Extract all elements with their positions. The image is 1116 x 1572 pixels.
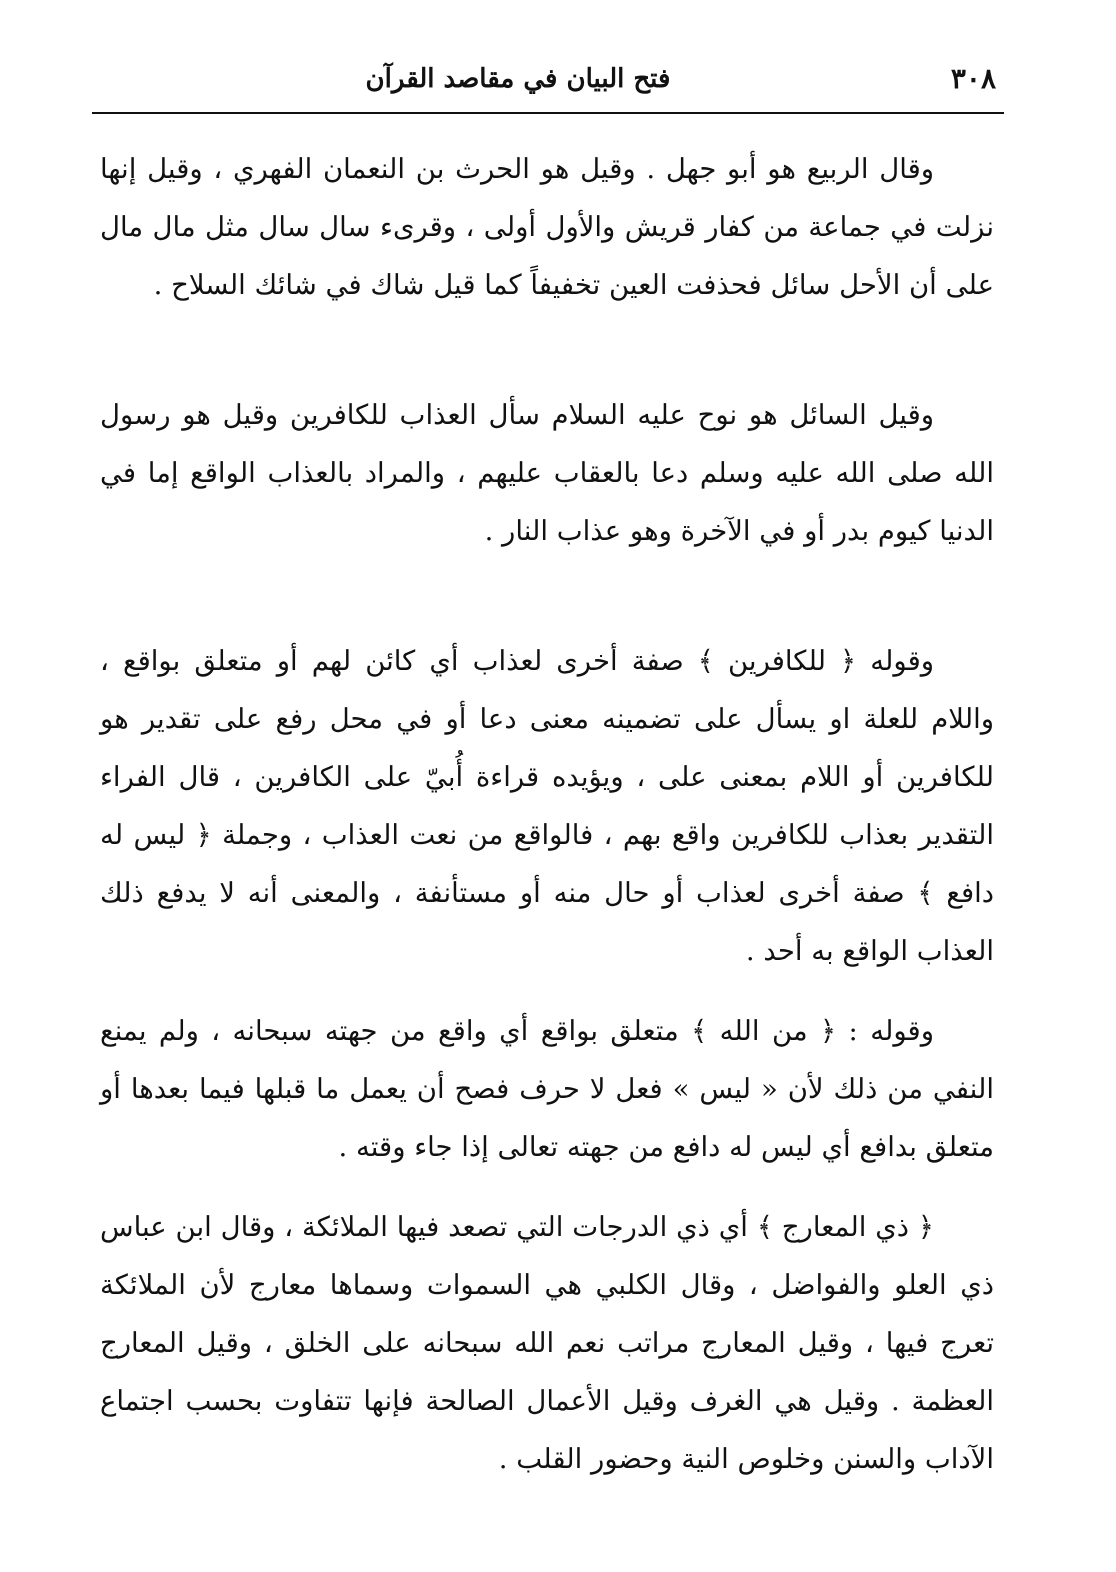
body-text <box>100 140 994 1488</box>
paragraph-gap <box>100 980 994 1002</box>
header-rule <box>92 112 1004 114</box>
running-title: فتح البيان في مقاصد القرآن <box>365 64 671 94</box>
paragraph-gap <box>100 314 994 386</box>
paragraph-2 <box>100 386 994 560</box>
paragraph-1 <box>100 140 994 314</box>
paragraph-text: وقيل السائل هو نوح عليه السلام سأل العذاب للكافرين وقيل هو رسول الله صلى الله عليه وسلم دعا بالعقاب عليهم ، والمراد بالعذاب الواقع إما في الدنيا كيوم بدر أو في الآخرة وهو عذاب النار . <box>100 399 994 547</box>
page-header <box>92 62 1004 112</box>
paragraph-5 <box>100 1198 994 1488</box>
paragraph-gap <box>100 1176 994 1198</box>
paragraph-3 <box>100 632 994 980</box>
paragraph-text: وقوله ﴿ للكافرين ﴾ صفة أخرى لعذاب أي كائن لهم أو متعلق بواقع ، واللام للعلة او يسأل على تضمينه معنى دعا أو في محل رفع على تقدير هو للكافرين أو اللام بمعنى على ، ويؤيده قراءة أُبيّ على الكافرين ، قال الفراء التقدير بعذاب للكافرين واقع بهم ، فالواقع من نعت العذاب ، وجملة ﴿ ليس له دافع ﴾ صفة أخرى لعذاب أو حال منه أو مستأنفة ، والمعنى أنه لا يدفع ذلك العذاب الواقع به أحد . <box>100 645 994 967</box>
paragraph-4 <box>100 1002 994 1176</box>
paragraph-text: وقال الربيع هو أبو جهل . وقيل هو الحرث بن النعمان الفهري ، وقيل إنها نزلت في جماعة من كفار قريش والأول أولى ، وقرىء سال سال مثل مال مال على أن الأحل سائل فحذفت العين تخفيفاً كما قيل شاك في شائك السلاح . <box>100 153 994 301</box>
paragraph-text: ﴿ ذي المعارج ﴾ أي ذي الدرجات التي تصعد فيها الملائكة ، وقال ابن عباس ذي العلو والفواضل ، وقال الكلبي هي السموات وسماها معارج لأن الملائكة تعرج فيها ، وقيل المعارج مراتب نعم الله سبحانه على الخلق ، وقيل المعارج العظمة . وقيل هي الغرف وقيل الأعمال الصالحة فإنها تتفاوت بحسب اجتماع الآداب والسنن وخلوص النية وحضور القلب . <box>100 1211 994 1475</box>
page-number: ٣٠٨ <box>950 62 996 95</box>
paragraph-gap <box>100 560 994 632</box>
paragraph-text: وقوله : ﴿ من الله ﴾ متعلق بواقع أي واقع من جهته سبحانه ، ولم يمنع النفي من ذلك لأن « ليس » فعل لا حرف فصح أن يعمل ما قبلها فيما بعدها أو متعلق بدافع أي ليس له دافع من جهته تعالى إذا جاء وقته . <box>100 1015 994 1163</box>
